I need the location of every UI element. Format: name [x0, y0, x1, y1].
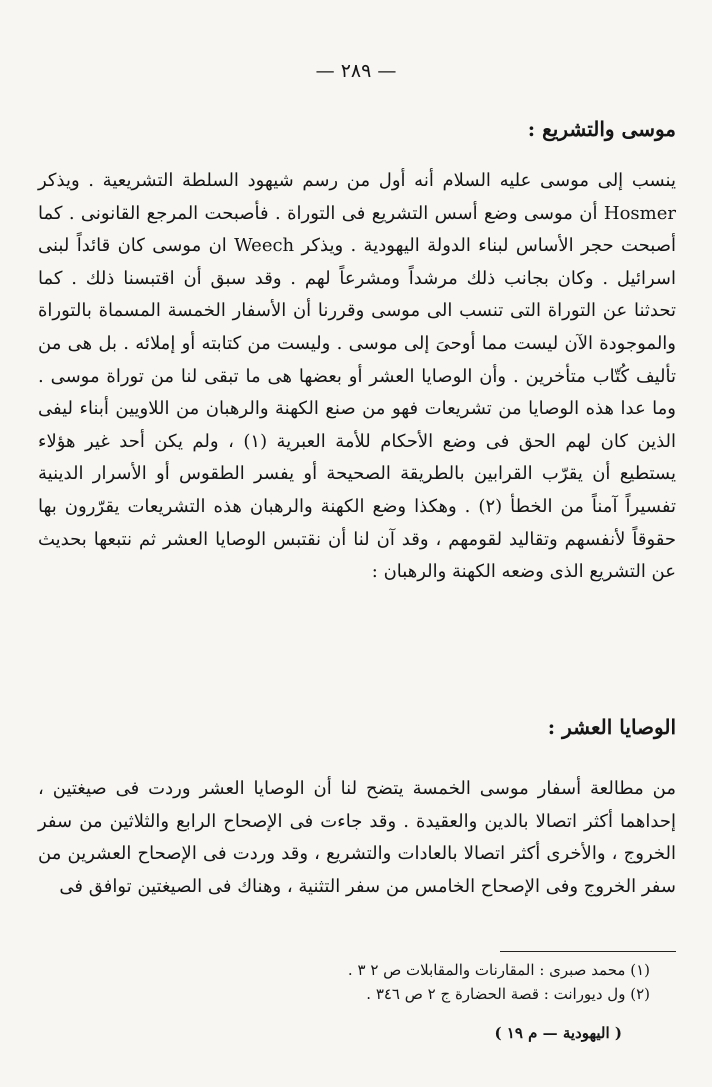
page-number: — ٢٨٩ —	[315, 60, 397, 82]
printer-signature-mark: ( اليهودية — م ١٩ )	[494, 1024, 622, 1042]
footnote-item: (١) محمد صبرى : المقارنات والمقابلات ص ٢ ٣ .	[347, 961, 650, 979]
footnotes-list	[348, 958, 650, 1006]
section-paragraph-moses-legislation: ينسب إلى موسى عليه السلام أنه أول من رسم شيهود السلطة التشريعية . ويذكر Hosmer أن موسى وضع أسس التشريع فى التوراة . فأصبحت المرجع القانونى . كما أصبحت حجر الأساس لبناء الدولة اليهودية . ويذكر Weech ان موسى كان قائداً لبنى اسرائيل . وكان بجانب ذلك مرشداً ومشرعاً لهم . وقد سبق أن اقتبسنا ذلك . كما تحدثنا عن التوراة التى تنسب الى موسى وقررنا أن الأسفار الخمسة المسماة بالتوراة والموجودة الآن ليست مما أوحىَ إلى موسى . وليست من كتابته أو إملائه . بل هى من تأليف كُتّاب متأخرين . وأن الوصايا العشر أو بعضها هى ما تبقى لنا من توراة موسى . وما عدا هذه الوصايا من تشريعات فهو من صنع الكهنة والرهبان من اللاويين أبناء ليفى الذين كان لهم الحق فى وضع الأحكام للأمة العبرية (١) ، ولم يكن أحد غير هؤلاء يستطيع أن يقرّب القرابين بالطريقة الصحيحة أو يفسر الطقوس أو الأسرار الدينية تفسيراً آمناً من الخطأ (٢) . وهكذا وضع الكهنة والرهبان هذه التشريعات يقرّرون بها حقوقاً لأنفسهم وتقاليد لقومهم ، وقد آن لنا أن نقتبس الوصايا العشر ثم نتبعها بحديث عن التشريع الذى وضعه الكهنة والرهبان :	[38, 170, 677, 583]
section-heading-moses-legislation: موسى والتشريع :	[527, 117, 676, 141]
footnote-item: (٢) ول ديورانت : قصة الحضارة ج ٢ ص ٣٤٦ .	[366, 985, 650, 1003]
section-paragraph-ten-commandments: من مطالعة أسفار موسى الخمسة يتضح لنا أن الوصايا العشر وردت فى صيغتين ، إحداهما أكثر اتصالا بالدين والعقيدة . وقد جاءت فى الإصحاح الرابع والثلاثين من سفر الخروج ، والأخرى أكثر اتصالا بالعادات والتشريع ، وقد وردت فى الإصحاح العشرين من سفر الخروج وفى الإصحاح الخامس من سفر التثنية ، وهناك فى الصيغتين توافق فى	[38, 778, 676, 897]
section-heading-ten-commandments: الوصايا العشر :	[547, 715, 676, 739]
footnote-divider	[500, 951, 676, 952]
